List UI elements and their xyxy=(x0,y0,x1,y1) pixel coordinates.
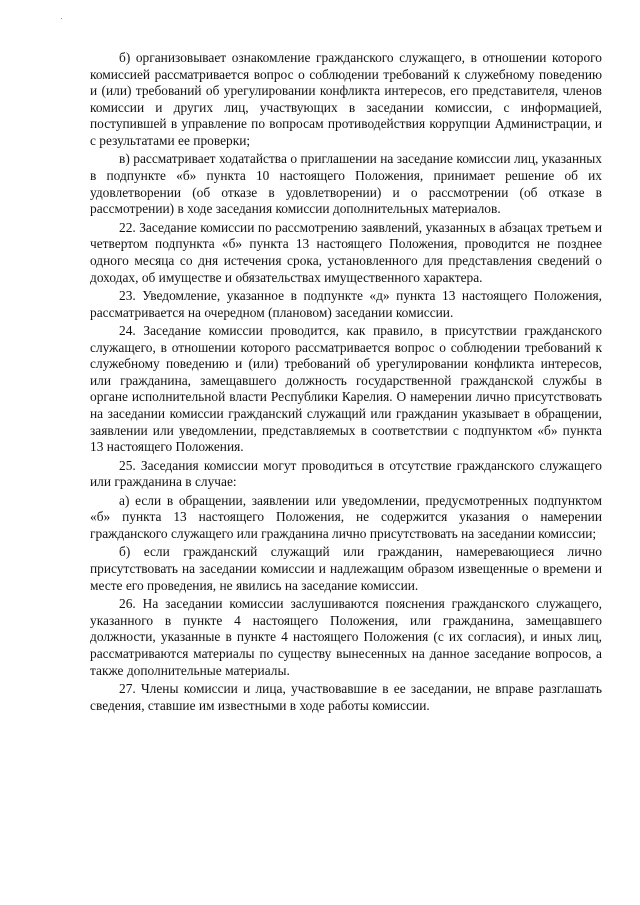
paragraph-23: 23. Уведомление, указанное в подпункте «д» пункта 13 настоящего Положения, рассматривается на очередном (плановом) заседании комиссии. xyxy=(90,287,602,320)
paragraph-26: 26. На заседании комиссии заслушиваются пояснения гражданского служащего, указанного в пункте 4 настоящего Положения, или гражданина, замещавшего должности, указанные в пункте 4 настоящего Положения (с их согласия), и иных лиц, рассматриваются материалы по существу вынесенных на данное заседание вопросов, а также дополнительные материалы. xyxy=(90,596,602,678)
paragraph-25b: б) если гражданский служащий или гражданин, намеревающиеся лично присутствовать на заседании комиссии и надлежащим образом извещенные о времени и месте его проведения, не явились на заседание комиссии. xyxy=(90,544,602,593)
paragraph-21b: б) организовывает ознакомление гражданского служащего, в отношении которого комиссией рассматривается вопрос о соблюдении требований к служебному поведению и (или) требований об урегулировании конфликта интересов, его представителя, членов комиссии и других лиц, участвующих в заседании комиссии, с информацией, поступившей в управление по вопросам противодействия коррупции Администрации, и с результатами ее проверки; xyxy=(90,50,602,148)
document-body xyxy=(90,50,602,714)
paragraph-25a: а) если в обращении, заявлении или уведомлении, предусмотренных подпунктом «б» пункта 13 настоящего Положения, не содержится указания о намерении гражданского служащего или гражданина лично присутствовать на заседании комиссии; xyxy=(90,492,602,541)
paragraph-22: 22. Заседание комиссии по рассмотрению заявлений, указанных в абзацах третьем и четвертом подпункта «б» пункта 13 настоящего Положения, проводится не позднее одного месяца со дня истечения срока, установленного для представления сведений о доходах, об имуществе и обязательствах имущественного характера. xyxy=(90,219,602,285)
paragraph-21v: в) рассматривает ходатайства о приглашении на заседание комиссии лиц, указанных в подпункте «б» пункта 10 настоящего Положения, принимает решение об их удовлетворении (об отказе в удовлетворении) и о рассмотрении (об отказе в рассмотрении) в ходе заседания комиссии дополнительных материалов. xyxy=(90,151,602,217)
paragraph-24: 24. Заседание комиссии проводится, как правило, в присутствии гражданского служащего, в отношении которого рассматривается вопрос о соблюдении требований к служебному поведению и (или) требований об урегулировании конфликта интересов, или гражданина, замещавшего должность государственной гражданской службы в органе исполнительной власти Республики Карелия. О намерении лично присутствовать на заседании комиссии гражданский служащий или гражданин указывает в обращении, заявлении или уведомлении, представляемых в соответствии с подпунктом «б» пункта 13 настоящего Положения. xyxy=(90,323,602,455)
paragraph-27: 27. Члены комиссии и лица, участвовавшие в ее заседании, не вправе разглашать сведения, ставшие им известными в ходе работы комиссии. xyxy=(90,680,602,713)
paragraph-25: 25. Заседания комиссии могут проводиться в отсутствие гражданского служащего или гражданина в случае: xyxy=(90,457,602,490)
scan-artifact xyxy=(61,18,62,19)
